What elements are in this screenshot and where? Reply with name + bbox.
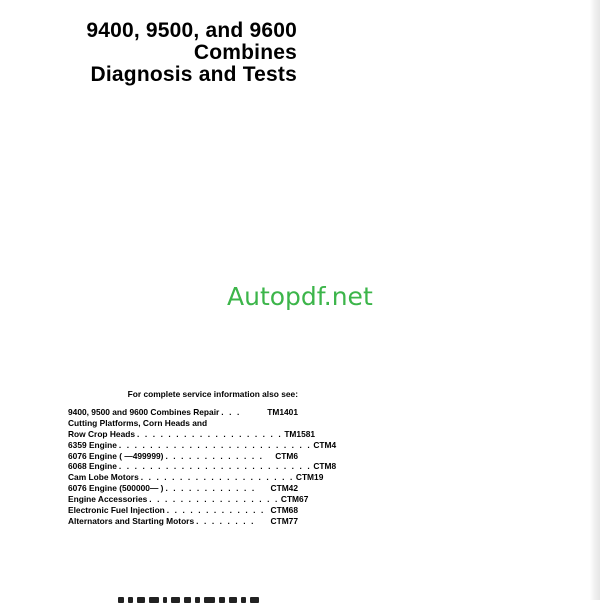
title-line-models: 9400, 9500, and 9600 (86, 19, 297, 42)
reference-leader-dots: . . . . . . . . . . . . (165, 483, 256, 494)
reference-label: 9400, 9500 and 9600 Combines Repair (68, 406, 220, 417)
reference-row (68, 494, 309, 505)
reference-code: TM1581 (284, 428, 316, 439)
document-title (86, 20, 297, 86)
reference-label: Engine Accessories (68, 494, 148, 505)
reference-row (68, 418, 298, 429)
reference-leader-dots: . . . . . . . . . . . . . . . . . . . . . . . . . (118, 461, 312, 472)
reference-label: Cam Lobe Motors (68, 472, 139, 483)
reference-row (68, 428, 316, 440)
reference-leader-dots: . . . . . . . . . . . . . (166, 505, 265, 515)
reference-leader-dots: . . . . . . . . . . . . . . . . . . . . . . . . . (118, 439, 312, 450)
reference-label: 6076 Engine ( —499999) (68, 450, 164, 461)
reference-code: CTM6 (275, 450, 298, 461)
reference-row (68, 439, 337, 451)
reference-leader-dots: . . . . . . . . . . . . . (165, 450, 264, 461)
reference-row (68, 461, 337, 472)
reference-label: Cutting Platforms, Corn Heads and (68, 417, 208, 428)
reference-code: CTM42 (270, 483, 298, 494)
reference-row (68, 483, 298, 494)
service-references (68, 389, 337, 527)
reference-row (68, 407, 298, 418)
reference-code: TM1401 (267, 406, 298, 417)
reference-leader-dots: . . . . . . . . (196, 515, 256, 526)
title-line-diagnosis: Diagnosis and Tests (90, 63, 297, 86)
reference-code: CTM8 (313, 461, 337, 472)
reference-label: Row Crop Heads (68, 428, 136, 439)
reference-row (68, 472, 324, 483)
references-heading: For complete service information also see: (127, 389, 298, 399)
reference-label: 6068 Engine (68, 461, 117, 472)
title-line-combines: Combines (193, 41, 297, 64)
page-edge-gradient (590, 0, 600, 600)
reference-code: CTM4 (313, 439, 337, 450)
reference-leader-dots: . . . . . . . . . . . . . . . . . . . (137, 428, 283, 439)
reference-leader-dots: . . . . . . . . . . . . . . . . . . . . (140, 472, 294, 483)
reference-row (68, 516, 298, 527)
reference-label: Electronic Fuel Injection (68, 505, 165, 515)
reference-label: 6076 Engine (500000— ) (68, 483, 164, 494)
reference-code: CTM77 (270, 515, 298, 526)
reference-label: 6359 Engine (68, 439, 117, 450)
reference-row (68, 505, 298, 516)
reference-leader-dots: . . . (221, 406, 241, 417)
watermark-text: Autopdf.net (227, 282, 373, 311)
reference-leader-dots: . . . . . . . . . . . . . . . . . (149, 494, 279, 505)
cropped-text-fragment (118, 590, 318, 600)
reference-code: CTM19 (295, 472, 324, 483)
reference-code: CTM67 (280, 494, 309, 505)
reference-code: CTM68 (270, 505, 298, 515)
reference-row (68, 451, 298, 462)
reference-label: Alternators and Starting Motors (68, 515, 195, 526)
